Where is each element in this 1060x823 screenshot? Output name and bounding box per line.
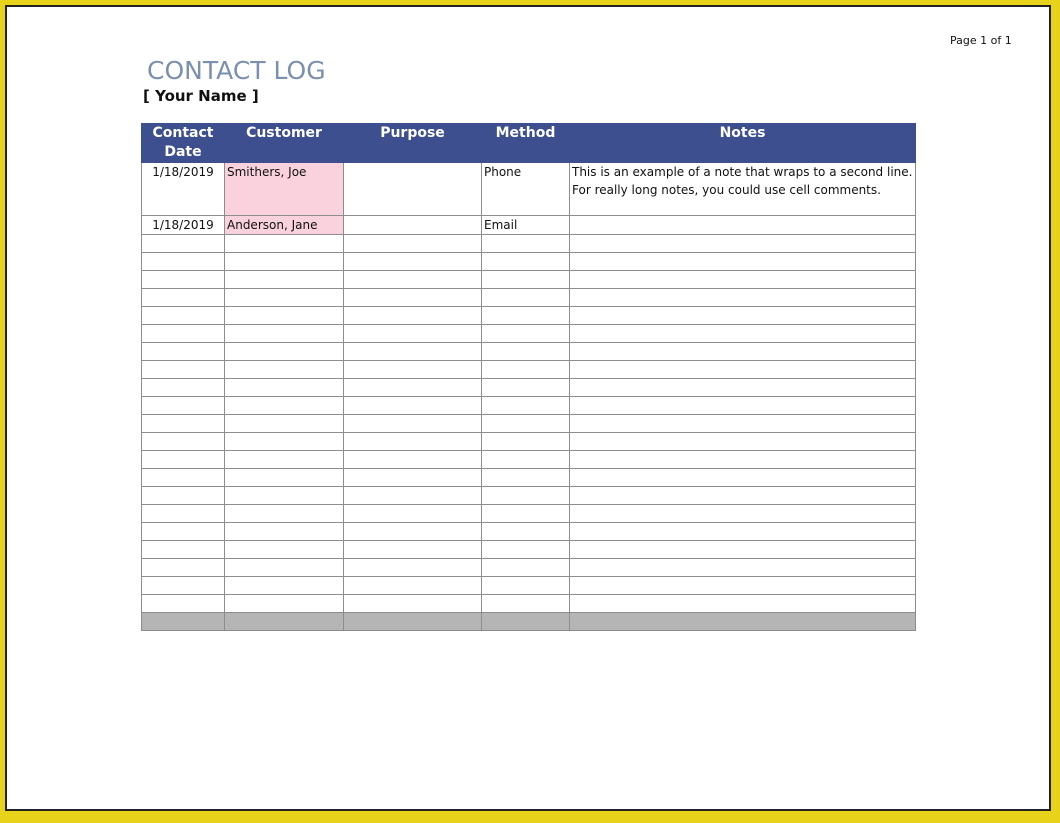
cell-contact-date[interactable] (142, 523, 225, 541)
cell-customer[interactable] (225, 577, 344, 595)
cell-notes[interactable] (570, 505, 916, 523)
cell-method[interactable] (482, 541, 570, 559)
cell-purpose[interactable] (344, 559, 482, 577)
cell-contact-date[interactable] (142, 505, 225, 523)
table-row (142, 487, 916, 505)
table-row (142, 235, 916, 253)
cell-customer[interactable] (225, 271, 344, 289)
cell-method[interactable] (482, 415, 570, 433)
cell-notes[interactable] (570, 433, 916, 451)
cell-notes[interactable] (570, 415, 916, 433)
cell-contact-date[interactable]: 1/18/2019 (142, 216, 225, 235)
cell-notes[interactable] (570, 343, 916, 361)
cell-contact-date-total (142, 613, 225, 631)
column-header-purpose[interactable]: Purpose (344, 124, 482, 163)
owner-name-field[interactable]: [ Your Name ] (143, 87, 259, 105)
cell-customer[interactable] (225, 415, 344, 433)
cell-contact-date[interactable] (142, 541, 225, 559)
cell-method[interactable] (482, 379, 570, 397)
cell-notes[interactable] (570, 559, 916, 577)
table-row (142, 397, 916, 415)
cell-method[interactable] (482, 595, 570, 613)
cell-contact-date[interactable] (142, 289, 225, 307)
cell-purpose[interactable] (344, 216, 482, 235)
cell-method[interactable] (482, 343, 570, 361)
cell-notes[interactable] (570, 307, 916, 325)
cell-contact-date[interactable] (142, 559, 225, 577)
contact-log-table (141, 123, 916, 631)
cell-customer[interactable] (225, 505, 344, 523)
table-total-row (142, 613, 916, 631)
cell-purpose[interactable] (344, 253, 482, 271)
cell-notes[interactable] (570, 379, 916, 397)
cell-method[interactable] (482, 469, 570, 487)
cell-method[interactable] (482, 559, 570, 577)
cell-notes[interactable] (570, 541, 916, 559)
table-header-row (142, 124, 916, 163)
cell-purpose[interactable] (344, 469, 482, 487)
cell-customer[interactable]: Smithers, Joe (225, 163, 344, 216)
cell-customer[interactable] (225, 361, 344, 379)
table-row (142, 307, 916, 325)
cell-contact-date[interactable] (142, 379, 225, 397)
cell-method[interactable] (482, 253, 570, 271)
cell-purpose[interactable] (344, 415, 482, 433)
cell-method[interactable]: Phone (482, 163, 570, 216)
cell-notes[interactable] (570, 397, 916, 415)
cell-contact-date[interactable] (142, 361, 225, 379)
cell-customer[interactable] (225, 289, 344, 307)
cell-purpose[interactable] (344, 379, 482, 397)
cell-notes[interactable] (570, 523, 916, 541)
column-header-method[interactable]: Method (482, 124, 570, 163)
table-row (142, 289, 916, 307)
cell-notes[interactable] (570, 469, 916, 487)
table-row (142, 523, 916, 541)
cell-customer[interactable] (225, 235, 344, 253)
cell-purpose[interactable] (344, 289, 482, 307)
cell-contact-date[interactable] (142, 487, 225, 505)
cell-contact-date[interactable] (142, 253, 225, 271)
cell-customer[interactable] (225, 469, 344, 487)
cell-contact-date[interactable] (142, 397, 225, 415)
cell-method[interactable] (482, 577, 570, 595)
table-row (142, 451, 916, 469)
cell-notes[interactable] (570, 216, 916, 235)
cell-method[interactable] (482, 397, 570, 415)
cell-contact-date[interactable] (142, 451, 225, 469)
table-row (142, 595, 916, 613)
page-number: Page 1 of 1 (950, 34, 1012, 47)
column-header-notes[interactable]: Notes (570, 124, 916, 163)
cell-method[interactable] (482, 487, 570, 505)
document-page (5, 5, 1051, 811)
cell-purpose-total (344, 613, 482, 631)
cell-notes[interactable]: This is an example of a note that wraps to a second line. For really long notes, you could use cell comments. (570, 163, 916, 216)
cell-customer[interactable] (225, 523, 344, 541)
cell-contact-date[interactable] (142, 433, 225, 451)
cell-contact-date[interactable] (142, 469, 225, 487)
cell-purpose[interactable] (344, 541, 482, 559)
column-header-contact-date[interactable]: Contact Date (142, 124, 225, 163)
table-row (142, 216, 916, 235)
cell-notes[interactable] (570, 487, 916, 505)
cell-purpose[interactable] (344, 163, 482, 216)
table-row (142, 415, 916, 433)
cell-notes[interactable] (570, 325, 916, 343)
cell-method[interactable] (482, 307, 570, 325)
cell-contact-date[interactable] (142, 595, 225, 613)
cell-purpose[interactable] (344, 361, 482, 379)
cell-customer[interactable] (225, 307, 344, 325)
cell-method[interactable] (482, 289, 570, 307)
cell-contact-date[interactable] (142, 577, 225, 595)
cell-purpose[interactable] (344, 271, 482, 289)
cell-method[interactable]: Email (482, 216, 570, 235)
cell-contact-date[interactable] (142, 271, 225, 289)
cell-customer[interactable] (225, 433, 344, 451)
cell-purpose[interactable] (344, 325, 482, 343)
table-row (142, 577, 916, 595)
cell-notes-total (570, 613, 916, 631)
cell-notes[interactable] (570, 451, 916, 469)
cell-method[interactable] (482, 523, 570, 541)
cell-purpose[interactable] (344, 343, 482, 361)
cell-contact-date[interactable] (142, 343, 225, 361)
table-row (142, 361, 916, 379)
table-row (142, 325, 916, 343)
cell-method[interactable] (482, 505, 570, 523)
cell-method[interactable] (482, 451, 570, 469)
cell-notes[interactable] (570, 289, 916, 307)
cell-purpose[interactable] (344, 433, 482, 451)
cell-notes[interactable] (570, 235, 916, 253)
cell-contact-date[interactable] (142, 415, 225, 433)
cell-purpose[interactable] (344, 577, 482, 595)
cell-contact-date[interactable] (142, 307, 225, 325)
table-row (142, 541, 916, 559)
cell-customer[interactable] (225, 379, 344, 397)
cell-purpose[interactable] (344, 397, 482, 415)
cell-purpose[interactable] (344, 523, 482, 541)
cell-customer[interactable] (225, 541, 344, 559)
cell-customer[interactable] (225, 595, 344, 613)
table-row (142, 379, 916, 397)
cell-customer[interactable] (225, 253, 344, 271)
cell-purpose[interactable] (344, 451, 482, 469)
cell-purpose[interactable] (344, 505, 482, 523)
cell-notes[interactable] (570, 253, 916, 271)
column-header-customer[interactable]: Customer (225, 124, 344, 163)
cell-method-total (482, 613, 570, 631)
cell-method[interactable] (482, 433, 570, 451)
table-row (142, 469, 916, 487)
cell-method[interactable] (482, 271, 570, 289)
page-title: CONTACT LOG (147, 56, 326, 85)
cell-notes[interactable] (570, 577, 916, 595)
cell-purpose[interactable] (344, 595, 482, 613)
cell-customer[interactable] (225, 559, 344, 577)
cell-method[interactable] (482, 361, 570, 379)
cell-contact-date[interactable]: 1/18/2019 (142, 163, 225, 216)
cell-purpose[interactable] (344, 487, 482, 505)
cell-method[interactable] (482, 235, 570, 253)
cell-customer[interactable] (225, 343, 344, 361)
cell-method[interactable] (482, 325, 570, 343)
cell-contact-date[interactable] (142, 235, 225, 253)
cell-notes[interactable] (570, 271, 916, 289)
cell-customer[interactable] (225, 325, 344, 343)
cell-customer[interactable] (225, 397, 344, 415)
cell-purpose[interactable] (344, 307, 482, 325)
table-row (142, 505, 916, 523)
cell-customer-total (225, 613, 344, 631)
cell-notes[interactable] (570, 595, 916, 613)
cell-contact-date[interactable] (142, 325, 225, 343)
table-row (142, 559, 916, 577)
cell-purpose[interactable] (344, 235, 482, 253)
cell-customer[interactable] (225, 487, 344, 505)
table-row (142, 163, 916, 216)
cell-notes[interactable] (570, 361, 916, 379)
table-row (142, 343, 916, 361)
cell-customer[interactable] (225, 451, 344, 469)
table-row (142, 433, 916, 451)
table-row (142, 253, 916, 271)
cell-customer[interactable]: Anderson, Jane (225, 216, 344, 235)
table-row (142, 271, 916, 289)
